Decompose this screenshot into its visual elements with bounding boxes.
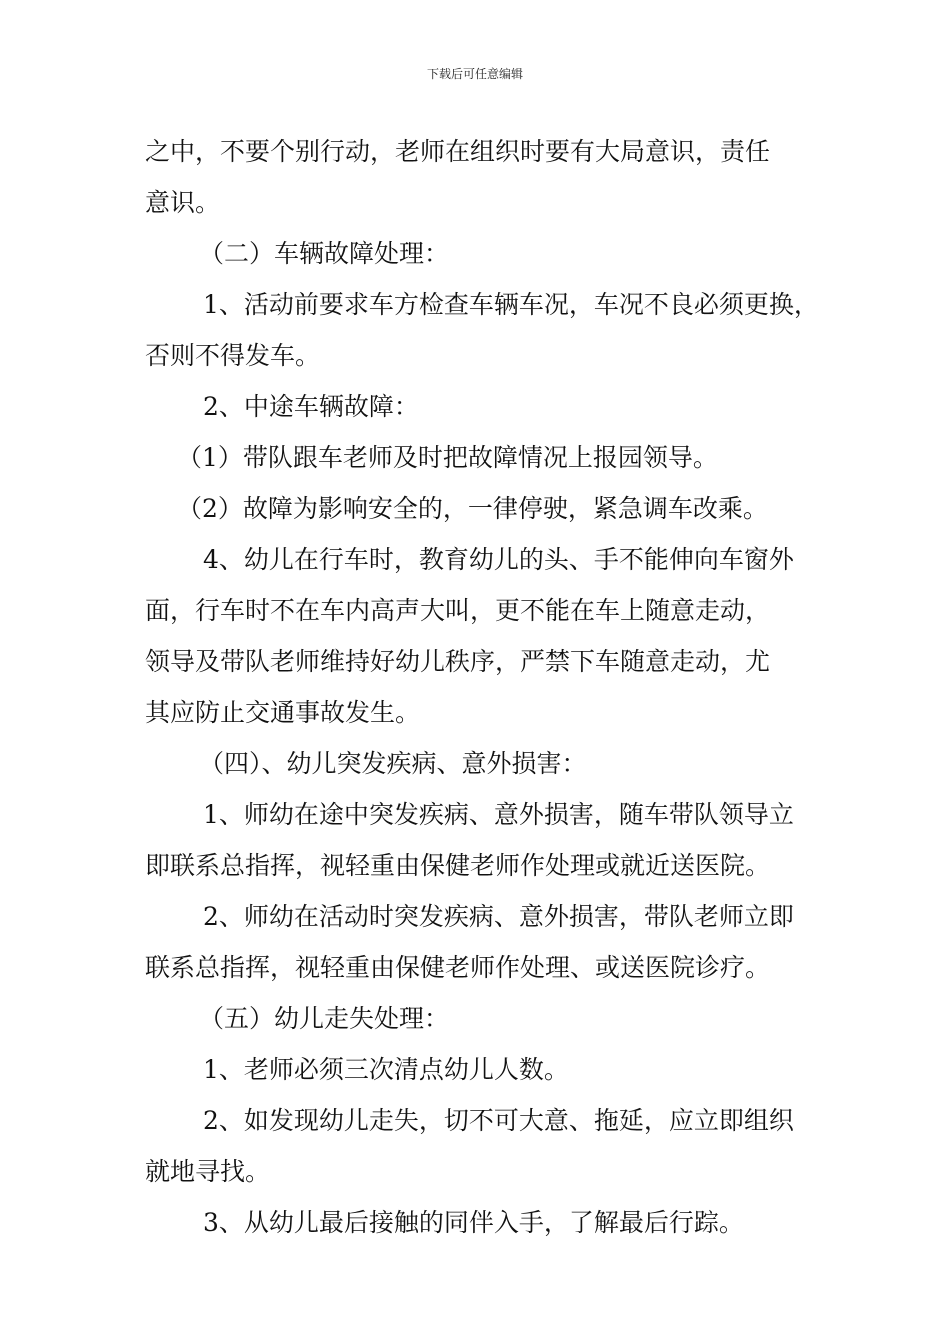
section-heading: （二）车辆故障处理：	[199, 239, 450, 268]
paragraph-line: 意识。	[145, 188, 221, 217]
paragraph-line: 4、幼儿在行车时，教育幼儿的头、手不能伸向车窗外	[203, 545, 794, 574]
paragraph-line: 2、如发现幼儿走失，切不可大意、拖延，应立即组织	[203, 1106, 794, 1135]
page-header: 下载后可任意编辑	[426, 67, 523, 81]
paragraph-line: 其应防止交通事故发生。	[145, 698, 421, 727]
paragraph-line: 3、从幼儿最后接触的同伴入手，了解最后行踪。	[203, 1208, 744, 1237]
paragraph-line: （2）故障为影响安全的，一律停驶，紧急调车改乘。	[177, 494, 768, 523]
paragraph-line: 之中，不要个别行动，老师在组织时要有大局意识，责任	[145, 137, 771, 166]
document-body	[145, 126, 825, 1248]
section-heading: （五）幼儿走失处理：	[199, 1004, 450, 1033]
paragraph-line: 即联系总指挥，视轻重由保健老师作处理或就近送医院。	[145, 851, 771, 880]
paragraph-line: 领导及带队老师维持好幼儿秩序，严禁下车随意走动，尤	[145, 647, 771, 676]
paragraph-line: （1）带队跟车老师及时把故障情况上报园领导。	[177, 443, 718, 472]
paragraph-line: 就地寻找。	[145, 1157, 271, 1186]
paragraph-line: 联系总指挥，视轻重由保健老师作处理、或送医院诊疗。	[145, 953, 771, 982]
paragraph-line: 2、中途车辆故障：	[203, 392, 419, 421]
paragraph-line: 面，行车时不在车内高声大叫，更不能在车上随意走动，	[145, 596, 771, 625]
section-heading: （四）、幼儿突发疾病、意外损害：	[199, 749, 587, 778]
paragraph-line: 否则不得发车。	[145, 341, 321, 370]
paragraph-line: 1、活动前要求车方检查车辆车况，车况不良必须更换，	[203, 290, 819, 319]
paragraph-line: 1、师幼在途中突发疾病、意外损害，随车带队领导立	[203, 800, 794, 829]
paragraph-line: 1、老师必须三次清点幼儿人数。	[203, 1055, 569, 1084]
paragraph-line: 2、师幼在活动时突发疾病、意外损害，带队老师立即	[203, 902, 794, 931]
